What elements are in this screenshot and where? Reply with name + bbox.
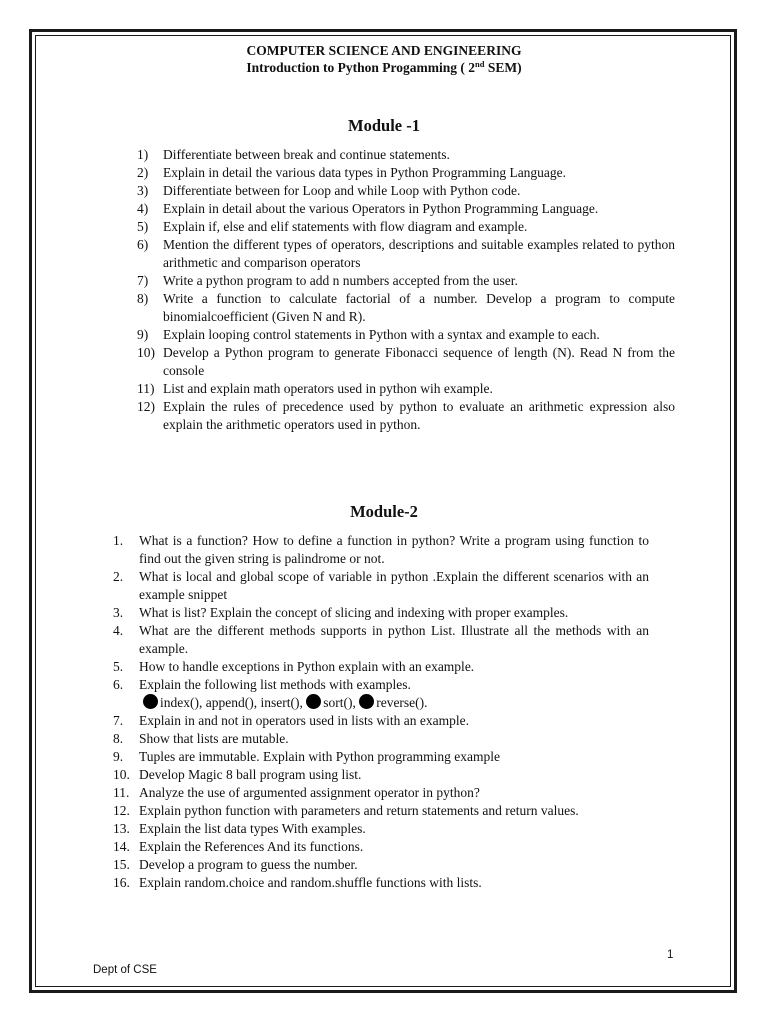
list-item [137,272,675,290]
question-number: 13. [113,821,130,836]
question-text: Explain random.choice and random.shuffle functions with lists. [139,875,482,890]
question-number: 10) [137,345,155,360]
question-number: 5) [137,219,149,234]
list-item [137,290,675,326]
module-1-question-list [137,146,675,434]
list-item [113,856,649,874]
question-text: Explain in detail the various data types in Python Programming Language. [163,165,567,180]
list-method-item: sort(), [323,695,356,710]
list-item [113,748,649,766]
bullet-icon [306,694,321,709]
question-number: 5. [113,659,124,674]
question-number: 12. [113,803,130,818]
list-item [137,398,675,434]
list-item [113,766,649,784]
list-item [137,200,675,218]
question-text: Explain python function with parameters and return statements and return values. [139,803,579,818]
question-text: What is local and global scope of variable in python .Explain the different scenarios with an example snippet [139,569,649,602]
question-number: 6. [113,677,124,692]
question-text: What are the different methods supports in python List. Illustrate all the methods with an example. [139,623,649,656]
question-number: 14. [113,839,130,854]
question-text: Write a function to calculate factorial of a number. Develop a program to compute binomialcoefficient (Given N and R). [163,291,675,324]
list-item [113,838,649,856]
question-text: Analyze the use of argumented assignment operator in python? [139,785,480,800]
footer-department: Dept of CSE [93,964,157,976]
list-item [137,218,675,236]
course-title-suffix: SEM) [484,60,522,75]
question-number: 2) [137,165,149,180]
question-text: Explain if, else and elif statements with flow diagram and example. [163,219,528,234]
question-number: 6) [137,237,149,252]
question-number: 11) [137,381,155,396]
question-text: Write a python program to add n numbers accepted from the user. [163,273,518,288]
question-number: 3) [137,183,149,198]
question-text: Develop a Python program to generate Fibonacci sequence of length (N). Read N from the console [163,345,675,378]
question-number: 10. [113,767,130,782]
question-number: 9. [113,749,124,764]
module-2-question-list [113,532,649,892]
question-text: How to handle exceptions in Python explain with an example. [139,659,475,674]
question-number: 15. [113,857,130,872]
semester-ordinal-suffix: nd [475,59,485,69]
question-text: Show that lists are mutable. [139,731,289,746]
question-number: 2. [113,569,124,584]
question-text: List and explain math operators used in python wih example. [163,381,493,396]
list-item [113,730,649,748]
list-methods-bullets [143,694,649,712]
question-number: 8. [113,731,124,746]
course-title [0,59,768,76]
list-item [113,532,649,568]
question-number: 1. [113,533,124,548]
module-2-title: Module-2 [350,502,418,521]
list-item [113,874,649,892]
question-text: Differentiate between break and continue statements. [163,147,450,162]
question-number: 4) [137,201,149,216]
course-title-prefix: Introduction to Python Progamming ( 2 [246,60,476,75]
bullet-icon [359,694,374,709]
question-number: 3. [113,605,124,620]
list-item [113,820,649,838]
list-item [137,146,675,164]
department-title: COMPUTER SCIENCE AND ENGINEERING [246,43,522,58]
list-item [137,380,675,398]
question-text: Mention the different types of operators, descriptions and suitable examples related to python arithmetic and comparison operators [163,237,675,270]
list-item [113,658,649,676]
question-text: Explain the following list methods with examples. [139,677,411,692]
bullet-icon [143,694,158,709]
question-number: 12) [137,399,155,414]
question-text: Develop a program to guess the number. [139,857,358,872]
list-item [137,182,675,200]
list-item [113,568,649,604]
list-item [113,622,649,658]
question-text: Explain the References And its functions. [139,839,364,854]
question-text: What is a function? How to define a function in python? Write a program using function to find out the given string is palindrome or not. [139,533,649,566]
question-text: Explain the list data types With examples. [139,821,366,836]
list-item [137,164,675,182]
question-text: Develop Magic 8 ball program using list. [139,767,362,782]
list-item [113,712,649,730]
question-number: 7. [113,713,124,728]
list-item [137,344,675,380]
list-item [113,784,649,802]
list-method-item: index(), append(), insert(), [160,695,303,710]
module-1-title: Module -1 [348,116,420,135]
question-number: 11. [113,785,130,800]
question-text: Explain in detail about the various Operators in Python Programming Language. [163,201,599,216]
question-number: 1) [137,147,149,162]
question-number: 7) [137,273,149,288]
list-item [113,676,649,712]
question-text: Differentiate between for Loop and while Loop with Python code. [163,183,521,198]
page-number: 1 [667,949,674,961]
question-text: Explain in and not in operators used in lists with an example. [139,713,469,728]
question-number: 16. [113,875,130,890]
list-item [113,604,649,622]
question-text: Tuples are immutable. Explain with Python programming example [139,749,500,764]
question-text: What is list? Explain the concept of slicing and indexing with proper examples. [139,605,569,620]
document-header [0,42,768,76]
list-item [137,326,675,344]
list-item [113,802,649,820]
question-number: 8) [137,291,149,306]
question-text: Explain looping control statements in Python with a syntax and example to each. [163,327,600,342]
question-number: 9) [137,327,149,342]
question-text: Explain the rules of precedence used by python to evaluate an arithmetic expression also explain the arithmetic operators used in python. [163,399,675,432]
list-method-item: reverse(). [376,695,428,710]
list-item [137,236,675,272]
question-number: 4. [113,623,124,638]
